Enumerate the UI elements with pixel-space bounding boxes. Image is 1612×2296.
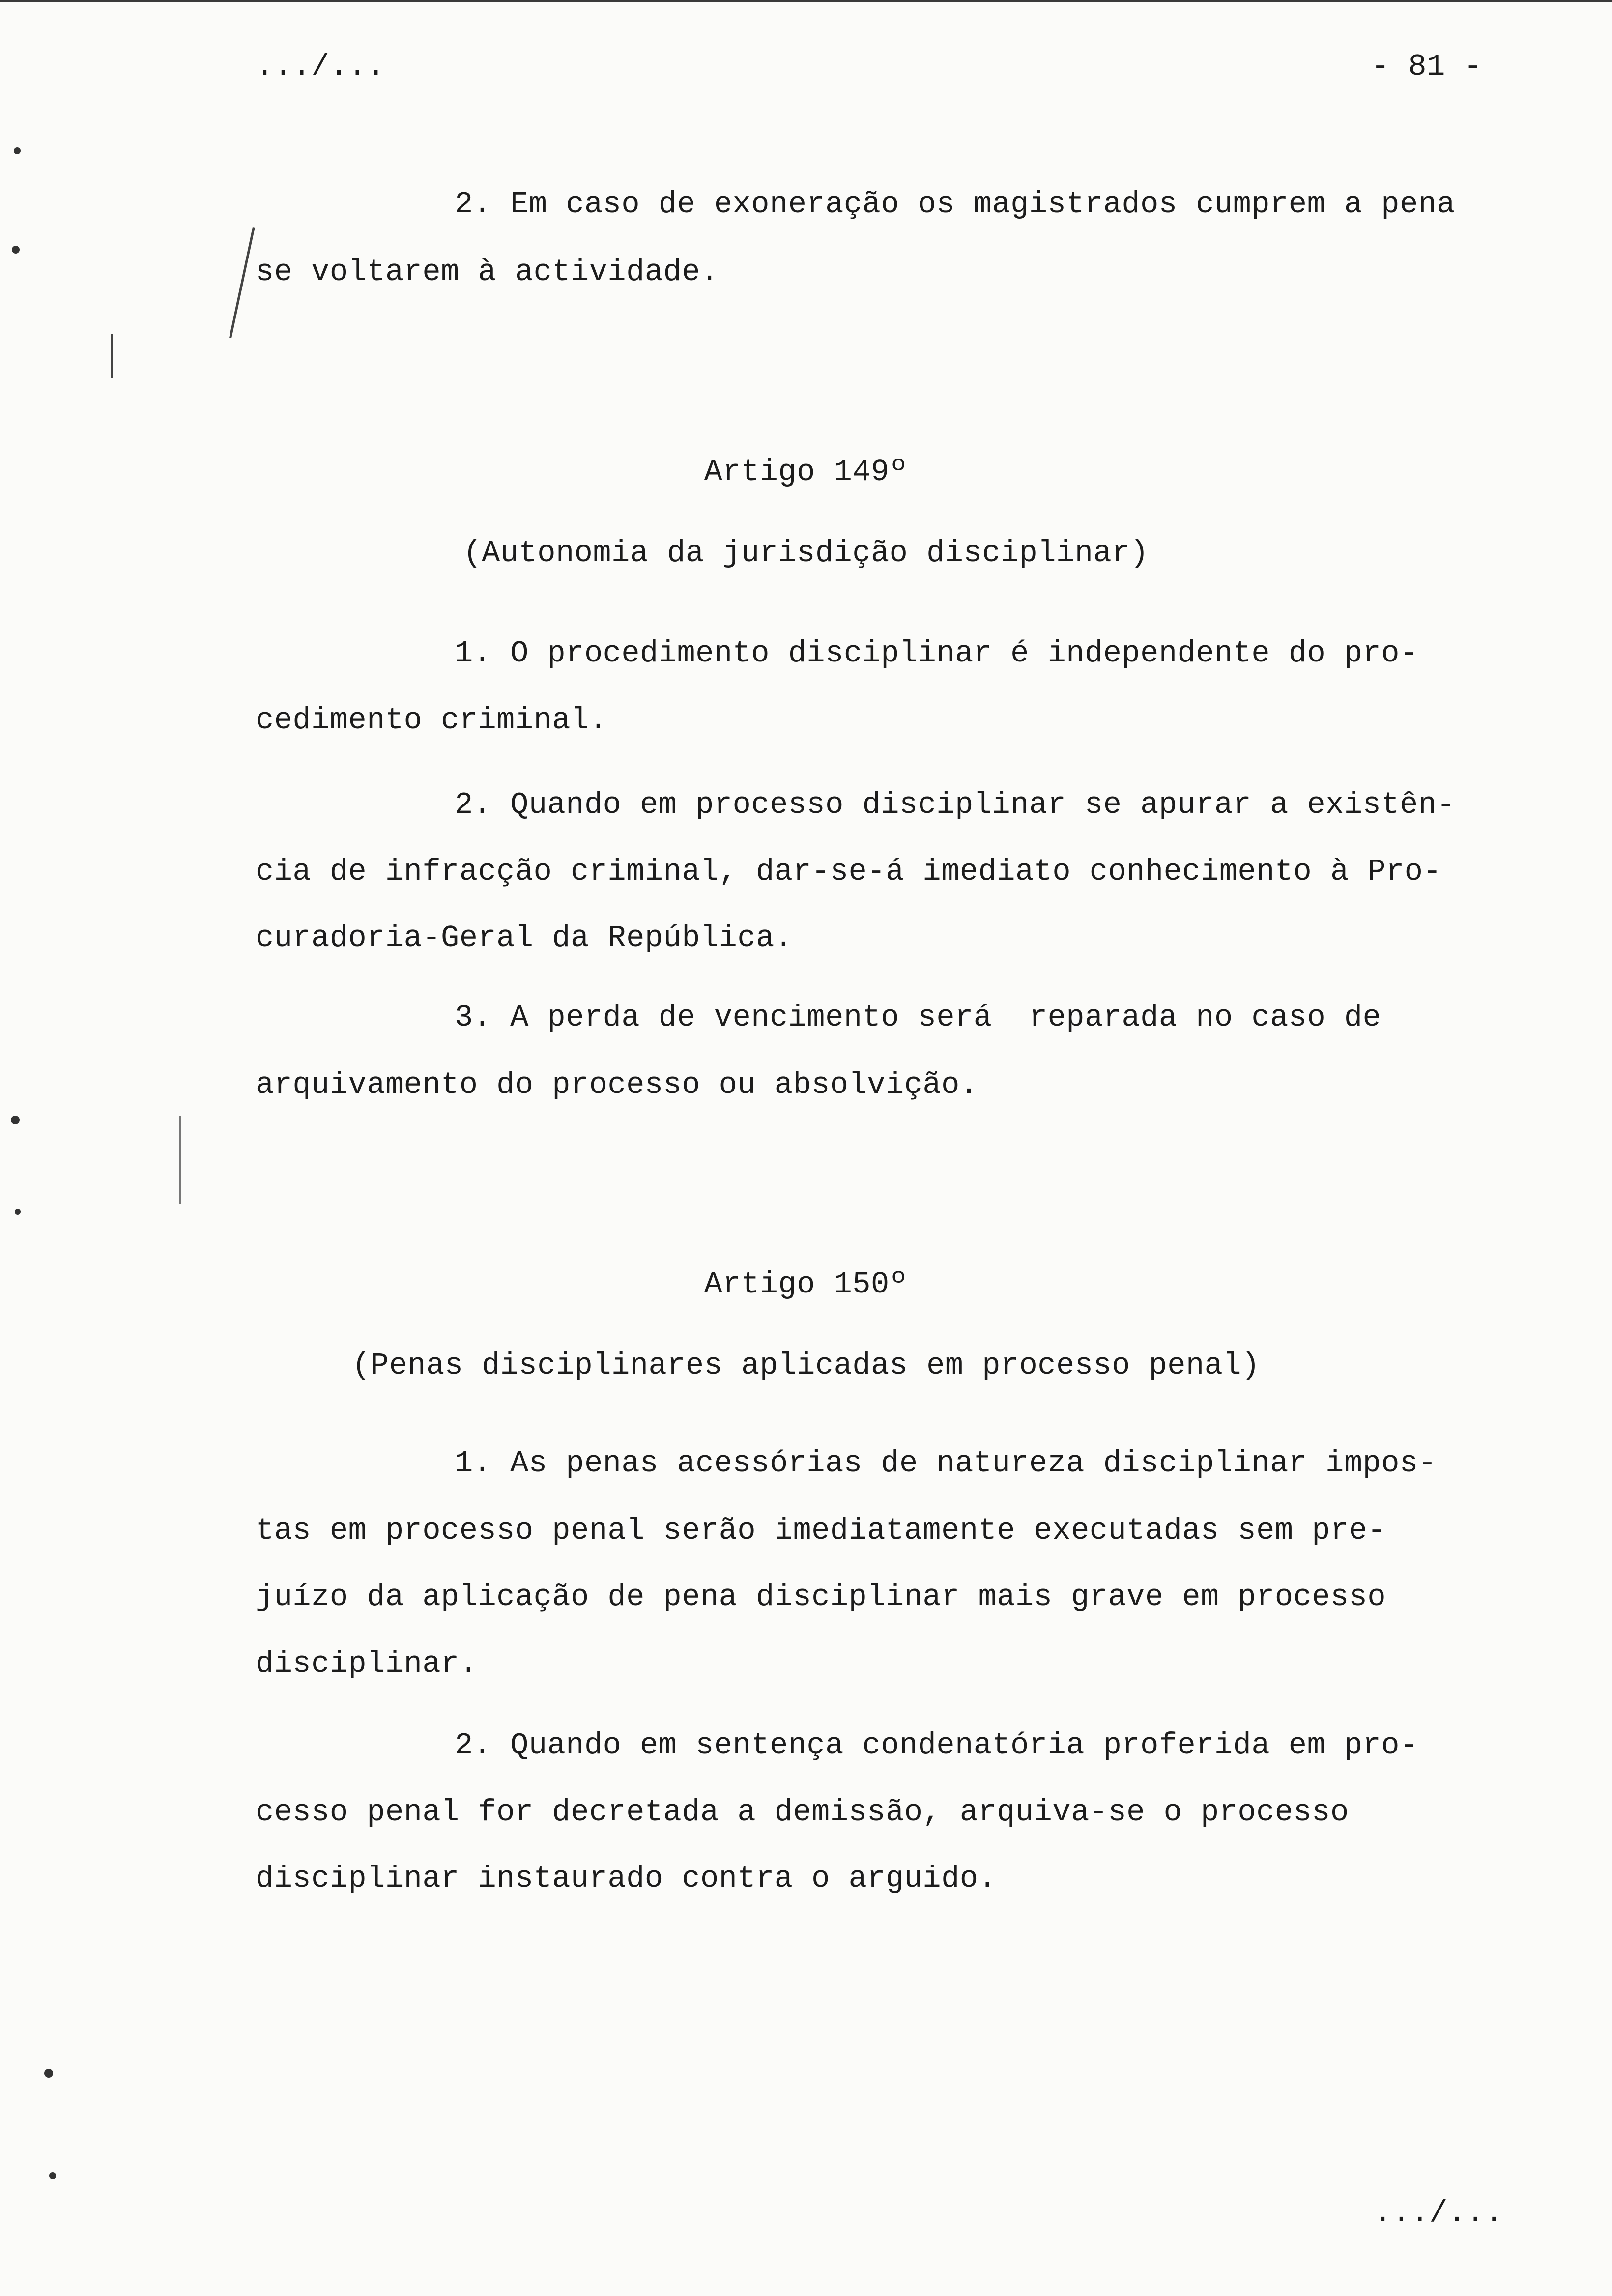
scan-speck (44, 2069, 53, 2078)
scan-speck (11, 1116, 20, 1124)
article-heading: Artigo 150º (704, 1267, 908, 1302)
text-line: cia de infracção criminal, dar-se-á imediato conhecimento à Pro- (256, 854, 1442, 889)
article-subtitle: (Autonomia da jurisdição disciplinar) (463, 536, 1149, 571)
text-line: tas em processo penal serão imediatamente executadas sem pre- (256, 1513, 1386, 1548)
text-line: disciplinar instaurado contra o arguido. (256, 1861, 997, 1896)
text-line: 2. Quando em sentença condenatória proferida em pro- (455, 1728, 1418, 1763)
scan-artifact-line (111, 334, 113, 378)
text-line: se voltarem à actividade. (256, 255, 719, 289)
article-heading: Artigo 149º (704, 455, 908, 489)
text-line: 2. Em caso de exoneração os magistrados cumprem a pena (455, 187, 1456, 222)
continuation-mark-top: .../... (256, 49, 385, 84)
scan-speck (49, 2172, 56, 2179)
text-line: 1. As penas acessórias de natureza disciplinar impos- (455, 1446, 1437, 1481)
scan-speck (14, 147, 21, 154)
text-line: 3. A perda de vencimento será reparada no caso de (455, 1000, 1382, 1035)
scan-speck (12, 246, 20, 254)
handwritten-margin-stroke (229, 227, 255, 338)
text-line: 1. O procedimento disciplinar é independente do pro- (455, 636, 1418, 671)
text-line: juízo da aplicação de pena disciplinar mais grave em processo (256, 1579, 1386, 1614)
text-line: arquivamento do processo ou absolvição. (256, 1067, 979, 1102)
scan-speck (15, 1209, 21, 1215)
text-line: cesso penal for decretada a demissão, arquiva-se o processo (256, 1795, 1349, 1830)
text-line: 2. Quando em processo disciplinar se apurar a existên- (455, 787, 1456, 822)
article-subtitle: (Penas disciplinares aplicadas em processo penal) (352, 1348, 1260, 1383)
page-number: - 81 - (1371, 49, 1483, 84)
text-line: curadoria-Geral da República. (256, 920, 793, 955)
scan-artifact-line (179, 1116, 181, 1204)
text-line: cedimento criminal. (256, 703, 608, 738)
text-line: disciplinar. (256, 1646, 478, 1681)
top-edge-rule (0, 0, 1612, 2)
continuation-mark-bottom: .../... (1374, 2196, 1503, 2231)
